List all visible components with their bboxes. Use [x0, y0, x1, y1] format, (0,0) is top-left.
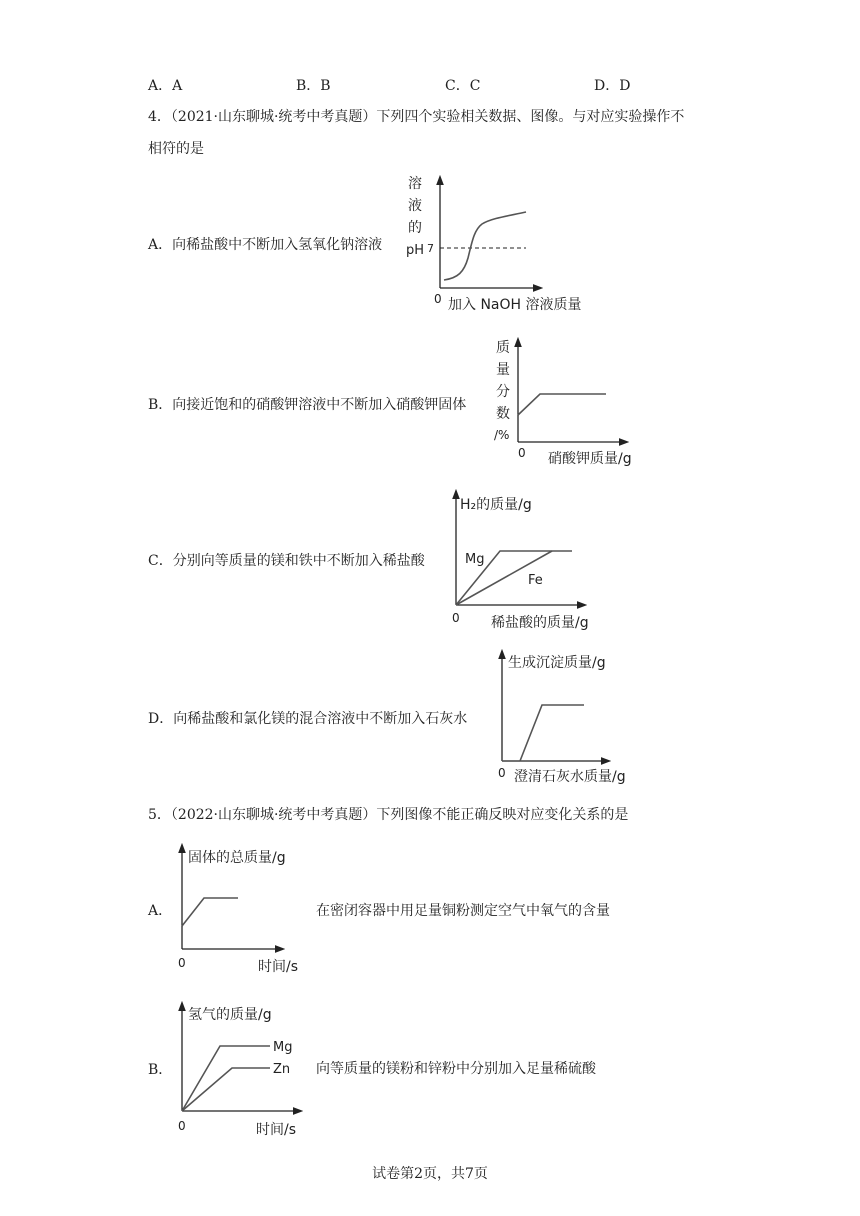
y-label-char: 数 [496, 406, 510, 422]
origin-zero: 0 [434, 292, 442, 306]
y-label: H₂的质量/g [460, 497, 532, 513]
y-label: 生成沉淀质量/g [508, 655, 606, 671]
q4-stem-line1: 4．（2021·山东聊城·统考中考真题）下列四个实验相关数据、图像。与对应实验操作不 [148, 109, 685, 125]
prev-option-d: D．D [594, 78, 631, 94]
q4-option-c-label: C．分别向等质量的镁和铁中不断加入稀盐酸 [148, 553, 425, 569]
q5-option-b-description: 向等质量的镁粉和锌粉中分别加入足量稀硫酸 [316, 1061, 596, 1077]
series-label-zn: Zn [273, 1062, 291, 1077]
q4-option-b-label: B．向接近饱和的硝酸钾溶液中不断加入硝酸钾固体 [148, 397, 467, 413]
ph-curve [444, 212, 526, 280]
series-label-mg: Mg [465, 552, 485, 567]
y-label-char: 分 [496, 384, 510, 400]
y-label: 固体的总质量/g [188, 850, 286, 866]
q5-stem: 5．（2022·山东聊城·统考中考真题）下列图像不能正确反映对应变化关系的是 [148, 807, 629, 823]
series-label-fe: Fe [528, 573, 543, 588]
prev-option-c: C．C [445, 78, 481, 94]
y-tick-7: 7 [427, 242, 434, 255]
y-label-char: 量 [496, 362, 510, 378]
q4c-graph [446, 488, 616, 634]
x-label: 硝酸钾质量/g [548, 451, 632, 467]
y-label-char: 的 [408, 220, 422, 236]
origin-zero: 0 [498, 766, 506, 780]
q5-option-a-letter: A． [148, 903, 173, 919]
y-label-char: 质 [496, 340, 510, 356]
y-label-char: pH [406, 243, 425, 258]
mg-line [182, 1046, 270, 1111]
origin-zero: 0 [452, 611, 460, 625]
y-label-unit: /% [494, 428, 510, 442]
series-label-mg: Mg [273, 1040, 293, 1055]
x-label: 时间/s [258, 959, 299, 975]
y-label: 氢气的质量/g [188, 1007, 272, 1023]
prev-option-b: B．B [296, 78, 331, 94]
q4a-graph [400, 172, 600, 317]
x-label: 稀盐酸的质量/g [491, 615, 589, 631]
x-label: 澄清石灰水质量/g [514, 769, 626, 785]
x-label: 时间/s [256, 1122, 297, 1138]
q5b-graph [172, 1000, 312, 1140]
mass-fraction-line [518, 394, 606, 415]
origin-zero: 0 [518, 446, 526, 460]
prev-option-a: A．A [148, 78, 183, 94]
q4-stem-line2: 相符的是 [148, 141, 204, 157]
q5-option-a-description: 在密闭容器中用足量铜粉测定空气中氧气的含量 [316, 903, 610, 919]
solid-mass-line [182, 898, 238, 926]
q5a-graph [172, 842, 312, 976]
q4d-graph [490, 648, 650, 788]
q4-option-a-label: A．向稀盐酸中不断加入氢氧化钠溶液 [148, 237, 383, 253]
y-label-char: 液 [408, 198, 422, 214]
q4b-graph [488, 336, 648, 472]
origin-zero: 0 [178, 1119, 186, 1133]
q5-option-b-letter: B． [148, 1062, 173, 1078]
page-footer: 试卷第2页，共7页 [372, 1166, 488, 1182]
q4-option-d-label: D．向稀盐酸和氯化镁的混合溶液中不断加入石灰水 [148, 711, 468, 727]
y-label-char: 溶 [408, 176, 422, 192]
precipitate-line [502, 705, 584, 761]
x-label: 加入 NaOH 溶液质量 [448, 297, 582, 313]
origin-zero: 0 [178, 956, 186, 970]
